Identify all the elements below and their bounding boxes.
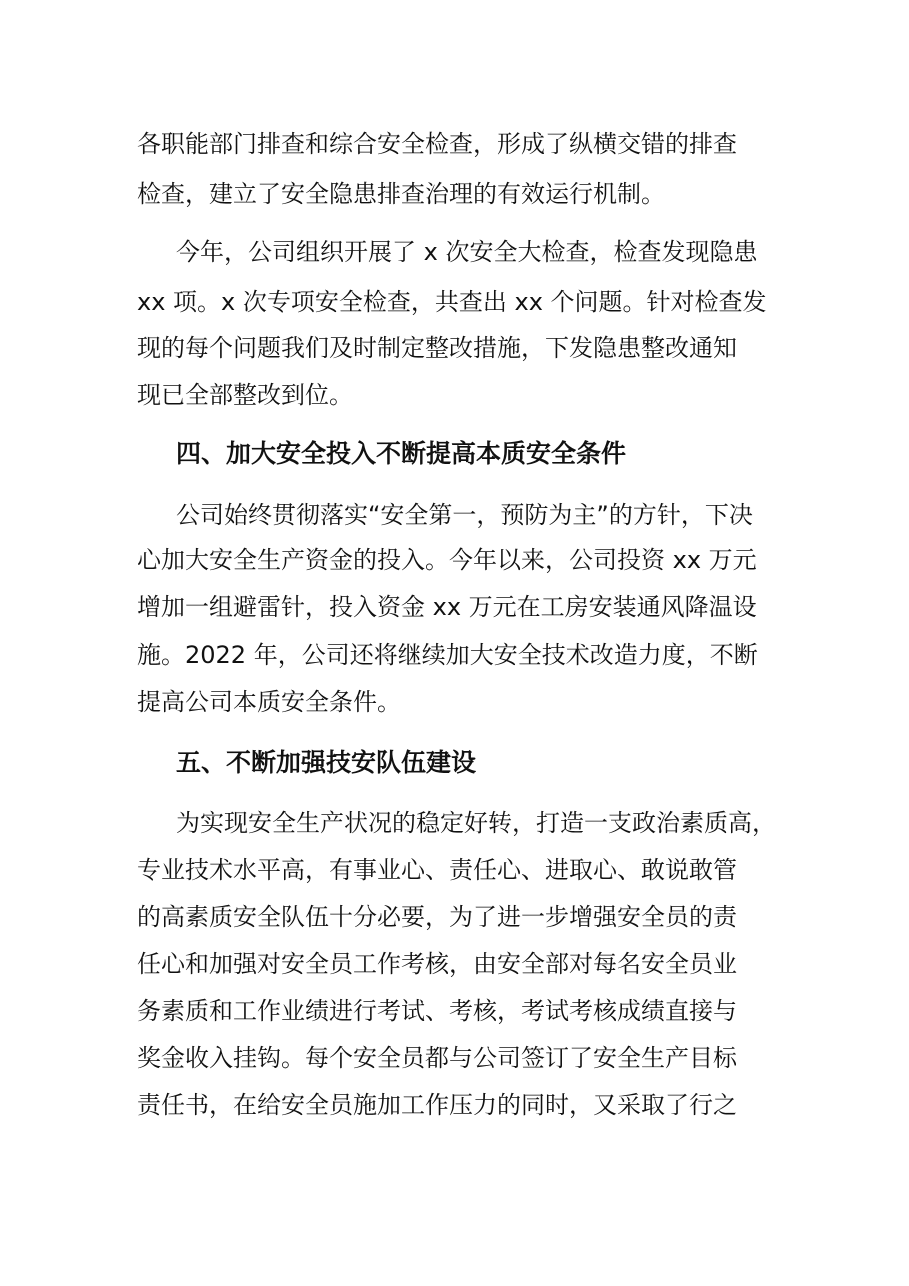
paragraph-line: 各职能部门排查和综合安全检查，形成了纵横交错的排查 (137, 130, 737, 158)
paragraph-line: 现已全部整改到位。 (137, 381, 353, 409)
paragraph-line: 检查，建立了安全隐患排查治理的有效运行机制。 (137, 180, 665, 208)
paragraph-line: 心加大安全生产资金的投入。今年以来，公司投资 xx 万元 (137, 546, 757, 574)
paragraph-line: 奖金收入挂钩。每个安全员都与公司签订了安全生产目标 (137, 1044, 737, 1072)
paragraph-line: 的高素质安全队伍十分必要，为了进一步增强安全员的责 (137, 903, 737, 931)
paragraph-line: 任心和加强对安全员工作考核，由安全部对每名安全员业 (137, 950, 737, 978)
paragraph-line: 责任书，在给安全员施加工作压力的同时，又采取了行之 (137, 1091, 737, 1119)
paragraph-line: xx 项。x 次专项安全检查，共查出 xx 个问题。针对检查发 (137, 288, 767, 316)
paragraph-line: 务素质和工作业绩进行考试、考核，考试考核成绩直接与 (137, 997, 737, 1025)
paragraph-line: 为实现安全生产状况的稳定好转，打造一支政治素质高， (176, 809, 776, 837)
paragraph-line: 公司始终贯彻落实“安全第一，预防为主”的方针，下决 (176, 501, 753, 529)
section-heading: 四、加大安全投入不断提高本质安全条件 (176, 439, 627, 468)
paragraph-line: 今年，公司组织开展了 x 次安全大检查，检查发现隐患 (176, 238, 758, 266)
paragraph-line: 施。2022 年，公司还将继续加大安全技术改造力度，不断 (137, 641, 758, 669)
paragraph-line: 专业技术水平高，有事业心、责任心、进取心、敢说敢管 (137, 856, 737, 884)
paragraph-line: 现的每个问题我们及时制定整改措施，下发隐患整改通知 (137, 334, 737, 362)
section-heading: 五、不断加强技安队伍建设 (176, 748, 477, 777)
paragraph-line: 增加一组避雷针，投入资金 xx 万元在工房安装通风降温设 (137, 593, 757, 621)
paragraph-line: 提高公司本质安全条件。 (137, 688, 401, 716)
